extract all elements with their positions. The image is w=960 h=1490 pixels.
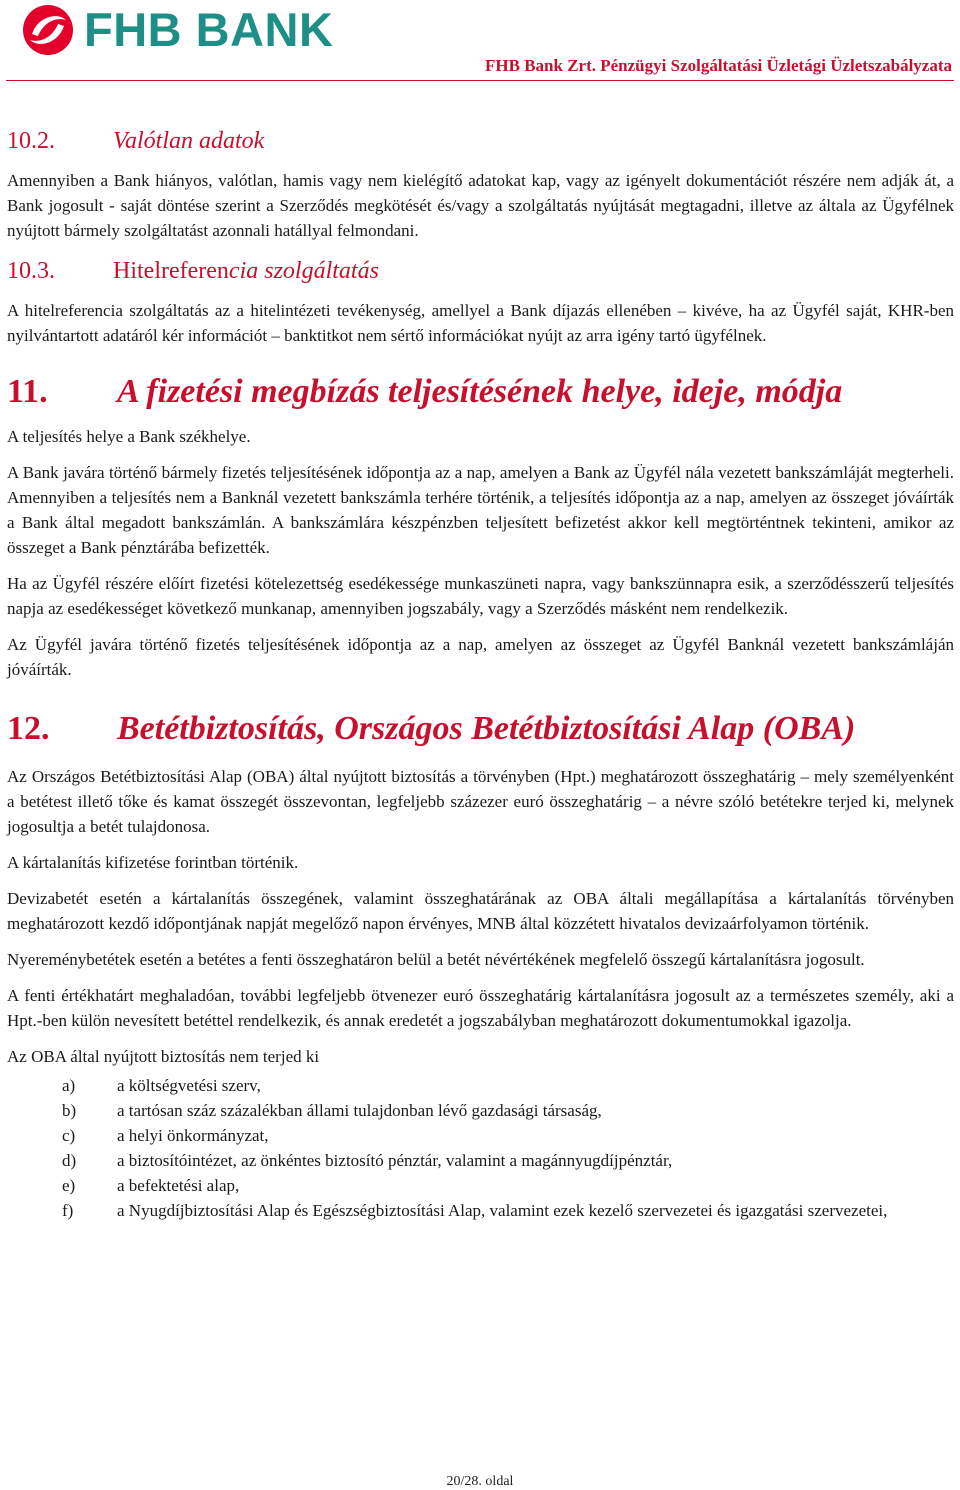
section-number: 10.2. <box>7 128 55 154</box>
section-title: Valótlan adatok <box>113 128 265 154</box>
list-item <box>7 1098 954 1123</box>
paragraph: A hitelreferencia szolgáltatás az a hitelintézeti tevékenység, amellyel a Bank díjazás ellenében – kivéve, ha az Ügyfél saját, KHR-ben nyilvántartott adatáról kér információt – banktitkot nem sértő információkat nyújt az arra igény tartó ügyfélnek. <box>7 301 954 345</box>
paragraph: Nyereménybetétek esetén a betétes a fenti összeghatáron belül a betét névértékének megfelelő összegű kártalanításra jogosult. <box>7 950 865 969</box>
list-item-text: a Nyugdíjbiztosítási Alap és Egészségbiztosítási Alap, valamint ezek kezelő szervezetei és igazgatási szervezetei, <box>117 1201 888 1220</box>
section-number: 10.3. <box>7 258 55 284</box>
list-marker: c) <box>62 1126 76 1145</box>
list-item <box>7 1198 954 1223</box>
list-marker: b) <box>62 1101 77 1120</box>
list-item <box>7 1123 954 1148</box>
section-number: 11. <box>7 373 48 410</box>
list-item <box>7 1073 954 1098</box>
section-title: A fizetési megbízás teljesítésének helye, ideje, módja <box>117 373 843 410</box>
list-item-text: a biztosítóintézet, az önkéntes biztosító pénztár, valamint a magánnyugdíjpénztár, <box>117 1151 673 1170</box>
list-item-text: a tartósan száz százalékban állami tulajdonban lévő gazdasági társaság, <box>117 1101 602 1120</box>
list-marker: d) <box>62 1151 77 1170</box>
list-marker: f) <box>62 1201 74 1220</box>
section-10-2-heading <box>7 122 954 160</box>
list-item-text: a befektetési alap, <box>117 1176 240 1195</box>
section-12-heading <box>7 705 954 753</box>
document-title: FHB Bank Zrt. Pénzügyi Szolgáltatási Üzletági Üzletszabályzata <box>485 56 952 75</box>
paragraph: A kártalanítás kifizetése forintban történik. <box>7 853 299 872</box>
section-title-italic: cia szolgáltatás <box>228 258 379 284</box>
paragraph: Az Országos Betétbiztosítási Alap (OBA) által nyújtott biztosítás a törvényben (Hpt.) meghatározott összeghatárig – mely személyenként a betétest illető tőke és kamat összegét összevontan, legfeljebb százezer euró összeghatárig – a névre szóló betétekre terjed ki, melynek jogosultja a betét tulajdonosa. <box>7 767 954 836</box>
list-item <box>7 1173 954 1198</box>
list-item <box>7 1148 954 1173</box>
section-10-3-heading <box>7 252 954 290</box>
fhb-logo <box>22 4 333 56</box>
paragraph: A teljesítés helye a Bank székhelye. <box>7 427 251 446</box>
logo-text: FHB BANK <box>84 3 334 56</box>
list-item-text: a költségvetési szerv, <box>117 1076 261 1095</box>
section-title-plain: Hitelreferen <box>113 258 229 284</box>
section-number: 12. <box>7 710 50 747</box>
section-title: Betétbiztosítás, Országos Betétbiztosítási Alap (OBA) <box>117 710 856 747</box>
fhb-swirl-icon <box>22 4 74 56</box>
paragraph: Az Ügyfél javára történő fizetés teljesítésének időpontja az a nap, amelyen az összeget az Ügyfél Banknál vezetett bankszámláján jóváírták. <box>7 635 954 679</box>
paragraph: Amennyiben a Bank hiányos, valótlan, hamis vagy nem kielégítő adatokat kap, vagy az igényelt dokumentációt részére nem adják át, a Bank jogosult - saját döntése szerint a Szerződés megkötését és/vagy a szolgáltatás nyújtását megtagadni, illetve az általa az Ügyfélnek nyújtott bármely szolgáltatást azonnali hatállyal felmondani. <box>7 171 954 240</box>
list-item-text: a helyi önkormányzat, <box>117 1126 269 1145</box>
paragraph: A fenti értékhatárt meghaladóan, további legfeljebb ötvenezer euró összeghatárig kártalanításra jogosult az a természetes személy, aki a Hpt.-ben külön nevesített betéttel rendelkezik, és annak eredetét a jogszabályban meghatározott dokumentumokkal igazolja. <box>7 986 954 1030</box>
list-marker: e) <box>62 1176 76 1195</box>
section-11-heading <box>7 368 954 416</box>
page-content <box>7 122 954 1223</box>
header-divider <box>6 80 954 81</box>
paragraph: Az OBA által nyújtott biztosítás nem terjed ki <box>7 1047 320 1066</box>
paragraph: Devizabetét esetén a kártalanítás összegének, valamint összeghatárának az OBA általi megállapítása a kártalanítás törvényben meghatározott kezdő időpontjának napját megelőző napon érvényes, MNB által közzétett hivatalos devizaárfolyamon történik. <box>7 889 954 933</box>
exclusion-list <box>7 1073 954 1223</box>
list-marker: a) <box>62 1076 76 1095</box>
paragraph: Ha az Ügyfél részére előírt fizetési kötelezettség esedékessége munkaszüneti napra, vagy bankszünnapra esik, a szerződésszerű teljesítés napja az esedékességet következő munkanap, amennyiben jogszabály, vagy a Szerződés másként nem rendelkezik. <box>7 574 954 618</box>
paragraph: A Bank javára történő bármely fizetés teljesítésének időpontja az a nap, amelyen a Bank az Ügyfél nála vezetett bankszámláját megterheli. Amennyiben a teljesítés nem a Banknál vezetett bankszámla terhére történik, a teljesítés időpontja az a nap, amelyen az összeget jóváírták a Bank által megadott bankszámlán. A bankszámlára készpénzben teljesített befizetést akkor kell megtörténtnek tekinteni, amikor az összeget a Bank pénztárába befizették. <box>7 463 954 557</box>
page-number: 20/28. oldal <box>446 1474 514 1489</box>
